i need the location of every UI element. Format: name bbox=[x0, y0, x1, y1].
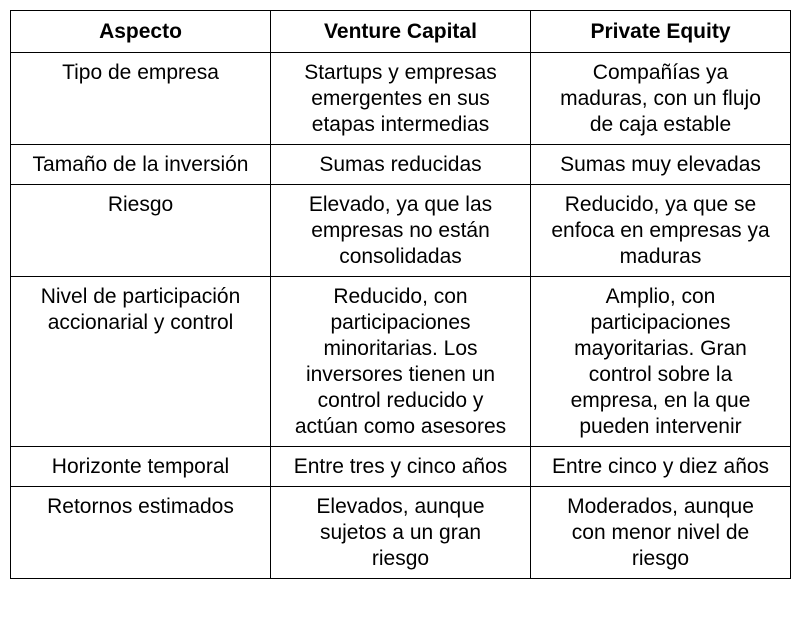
cell-venture-capital bbox=[271, 185, 531, 277]
cell-text-line: pueden intervenir bbox=[579, 415, 742, 438]
cell-text-line: riesgo bbox=[631, 547, 690, 570]
cell-aspect bbox=[11, 185, 271, 277]
cell-text-line: Amplio, con bbox=[605, 285, 716, 308]
cell-text-line: mayoritarias. Gran bbox=[574, 337, 747, 360]
cell-text-line: riesgo bbox=[371, 547, 430, 570]
cell-text-line: control sobre la bbox=[588, 363, 733, 386]
table-row bbox=[11, 185, 791, 277]
cell-text-line: Compañías ya bbox=[592, 61, 729, 84]
cell-private-equity bbox=[531, 185, 791, 277]
cell-venture-capital bbox=[271, 145, 531, 185]
cell-venture-capital bbox=[271, 447, 531, 487]
cell-text-line: Entre cinco y diez años bbox=[551, 455, 770, 478]
header-venture-capital: Venture Capital bbox=[271, 11, 531, 53]
cell-text-line: Elevado, ya que las bbox=[308, 193, 493, 216]
cell-text-line: participaciones bbox=[330, 311, 471, 334]
cell-text-line: Moderados, aunque bbox=[567, 495, 754, 518]
table-row bbox=[11, 53, 791, 145]
header-private-equity: Private Equity bbox=[531, 11, 791, 53]
cell-venture-capital bbox=[271, 277, 531, 447]
cell-text-line: Elevados, aunque bbox=[316, 495, 485, 518]
cell-text-line: participaciones bbox=[590, 311, 731, 334]
cell-text-line: Tipo de empresa bbox=[62, 61, 219, 84]
cell-text-line: maduras, con un flujo bbox=[560, 87, 761, 110]
cell-aspect bbox=[11, 277, 271, 447]
cell-text-line: control reducido y bbox=[317, 389, 484, 412]
cell-aspect bbox=[11, 145, 271, 185]
cell-text-line: con menor nivel de bbox=[571, 521, 750, 544]
cell-text-line: Sumas reducidas bbox=[319, 153, 482, 176]
cell-text-line: Reducido, ya que se bbox=[564, 193, 757, 216]
cell-text-line: sujetos a un gran bbox=[319, 521, 482, 544]
cell-private-equity bbox=[531, 53, 791, 145]
cell-text-line: Horizonte temporal bbox=[51, 455, 230, 478]
cell-text-line: Reducido, con bbox=[333, 285, 468, 308]
cell-private-equity bbox=[531, 447, 791, 487]
comparison-table bbox=[10, 10, 791, 579]
cell-text-line: Startups y empresas bbox=[304, 61, 497, 84]
cell-text-line: Sumas muy elevadas bbox=[560, 153, 761, 176]
cell-text-line: de caja estable bbox=[589, 113, 732, 136]
cell-text-line: etapas intermedias bbox=[311, 113, 490, 136]
cell-text-line: Nivel de participación bbox=[40, 285, 241, 308]
table-row bbox=[11, 487, 791, 579]
cell-aspect bbox=[11, 487, 271, 579]
table-row bbox=[11, 145, 791, 185]
cell-aspect bbox=[11, 447, 271, 487]
table-row bbox=[11, 277, 791, 447]
cell-text-line: Retornos estimados bbox=[47, 495, 234, 518]
cell-private-equity bbox=[531, 487, 791, 579]
table-row bbox=[11, 447, 791, 487]
cell-text-line: Riesgo bbox=[107, 193, 174, 216]
cell-text-line: accionarial y control bbox=[47, 311, 234, 334]
cell-text-line: emergentes en sus bbox=[311, 87, 490, 110]
cell-aspect bbox=[11, 53, 271, 145]
cell-private-equity bbox=[531, 277, 791, 447]
cell-text-line: maduras bbox=[619, 245, 702, 268]
cell-text-line: Entre tres y cinco años bbox=[293, 455, 508, 478]
cell-text-line: empresas no están bbox=[311, 219, 490, 242]
cell-text-line: Tamaño de la inversión bbox=[32, 153, 249, 176]
cell-text-line: enfoca en empresas ya bbox=[551, 219, 770, 242]
header-row bbox=[11, 11, 791, 53]
cell-private-equity bbox=[531, 145, 791, 185]
cell-text-line: actúan como asesores bbox=[294, 415, 507, 438]
cell-text-line: empresa, en la que bbox=[570, 389, 751, 412]
cell-text-line: consolidadas bbox=[339, 245, 462, 268]
cell-venture-capital bbox=[271, 487, 531, 579]
cell-text-line: inversores tienen un bbox=[305, 363, 496, 386]
cell-text-line: minoritarias. Los bbox=[323, 337, 478, 360]
cell-venture-capital bbox=[271, 53, 531, 145]
header-aspect: Aspecto bbox=[11, 11, 271, 53]
